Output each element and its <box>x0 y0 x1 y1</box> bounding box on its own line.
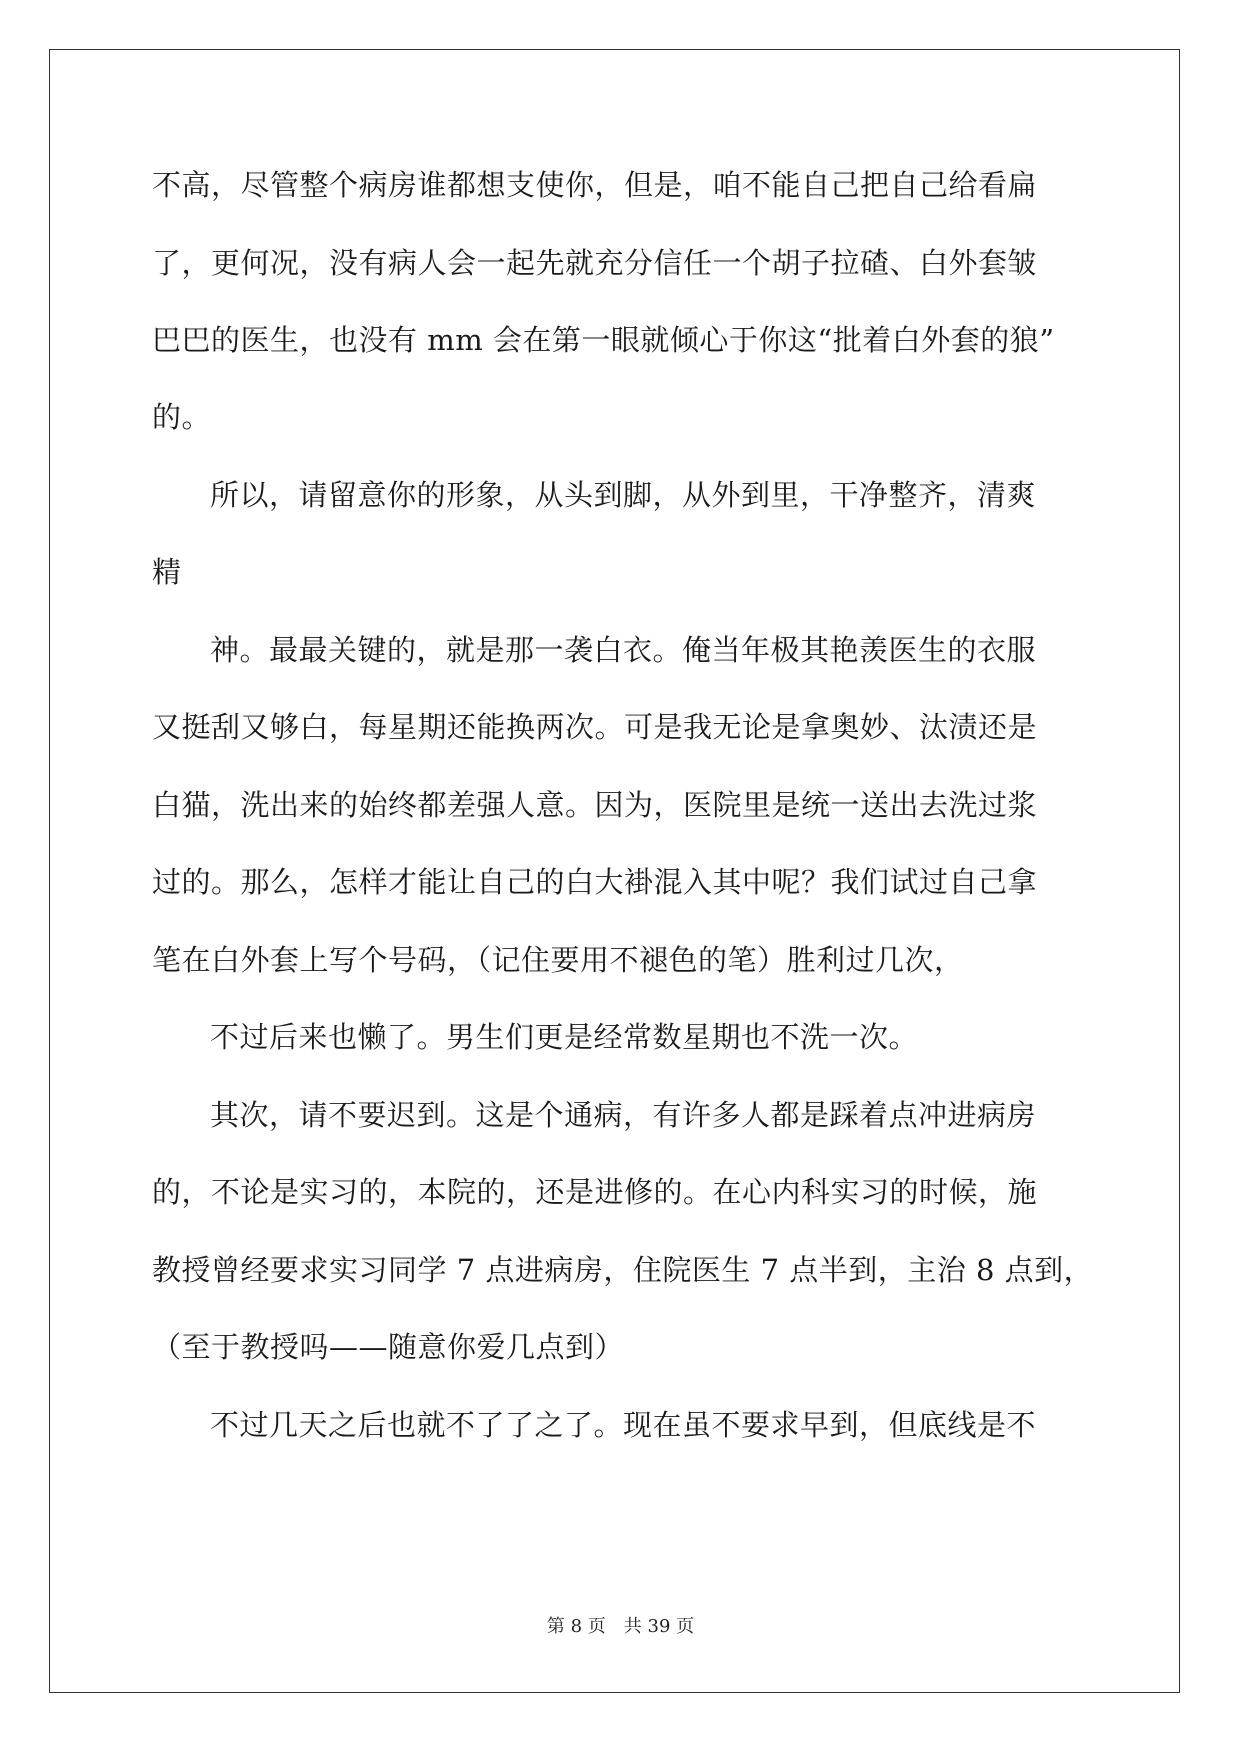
text-line: 不高，尽管整个病房谁都想支使你，但是，咱不能自己把自己给看扁 <box>152 168 1038 202</box>
text-line: 其次，请不要迟到。这是个通病，有许多人都是踩着点冲进病房 <box>210 1098 1037 1132</box>
text-line: 笔在白外套上写个号码，（记住要用不褪色的笔）胜利过几次， <box>152 943 964 977</box>
text-line: 的。 <box>152 400 212 434</box>
text-line: 过的。那么，怎样才能让自己的白大褂混入其中呢？我们试过自己拿 <box>152 865 1038 899</box>
text-line: 所以，请留意你的形象，从头到脚，从外到里，干净整齐，清爽 <box>210 478 1037 512</box>
text-line: 巴巴的医生，也没有 mm 会在第一眼就倾心于你这“批着白外套的狼” <box>152 323 1055 357</box>
page-number-footer: 第 8 页 共 39 页 <box>546 1616 695 1637</box>
text-line: 不过后来也懒了。男生们更是经常数星期也不洗一次。 <box>210 1020 919 1054</box>
text-line: 的，不论是实习的，本院的，还是进修的。在心内科实习的时候，施 <box>152 1175 1038 1209</box>
text-line: （至于教授吗——随意你爱几点到） <box>152 1330 625 1364</box>
text-line: 不过几天之后也就不了了之了。现在虽不要求早到，但底线是不 <box>210 1408 1037 1442</box>
text-line: 了，更何况，没有病人会一起先就充分信任一个胡子拉碴、白外套皱 <box>152 246 1038 280</box>
text-line: 白猫，洗出来的始终都差强人意。因为，医院里是统一送出去洗过浆 <box>152 788 1038 822</box>
text-line: 神。最最关键的，就是那一袭白衣。俺当年极其艳羡医生的衣服 <box>210 633 1037 667</box>
text-line: 教授曾经要求实习同学 7 点进病房，住院医生 7 点半到，主治 8 点到， <box>152 1253 1094 1287</box>
text-line: 精 <box>152 555 182 589</box>
text-line: 又挺刮又够白，每星期还能换两次。可是我无论是拿奥妙、汰渍还是 <box>152 710 1038 744</box>
